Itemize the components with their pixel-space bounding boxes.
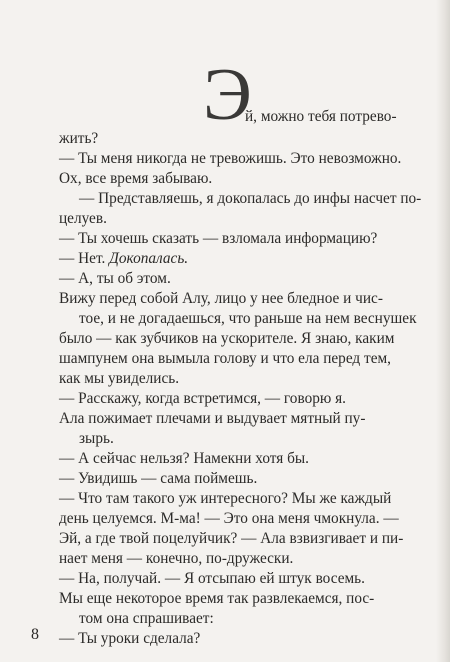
text-line-22: Эй, а где твой поцелуйчик? — Ала взвизгивает и пи- xyxy=(59,530,404,547)
text-line-1: й, можно тебя потрево- xyxy=(245,108,397,125)
text-line-8-italic: Докопалась. xyxy=(109,250,189,267)
text-line-4: Ох, все время забываю. xyxy=(59,170,213,187)
text-line-9: — А, ты об этом. xyxy=(59,270,171,287)
page-number: 8 xyxy=(31,626,39,643)
text-line-21: день целуемся. М-ма! — Это она меня чмокнула. — xyxy=(59,510,399,527)
text-line-8-plain: — Нет. xyxy=(59,250,110,267)
text-line-23: нает меня — конечно, по-дружески. xyxy=(59,550,294,567)
text-line-10: Вижу перед собой Алу, лицо у нее бледное и чис- xyxy=(59,290,383,307)
drop-cap-letter: Э xyxy=(203,54,252,136)
text-line-14: как мы увиделись. xyxy=(59,370,180,387)
text-line-13: шампунем она вымыла голову и что ела перед тем, xyxy=(59,350,392,367)
text-line-15: — Расскажу, когда встретимся, — говорю я. xyxy=(59,390,346,407)
text-line-27: — Ты уроки сделала? xyxy=(59,630,201,647)
text-line-24: — На, получай. — Я отсыпаю ей штук восемь. xyxy=(59,570,365,587)
text-line-20: — Что там такого уж интересного? Мы же каждый xyxy=(59,490,392,507)
text-line-3: — Ты меня никогда не тревожишь. Это невозможно. xyxy=(59,150,402,167)
text-line-11: тое, и не догадаешься, что раньше на нем веснушек xyxy=(79,310,417,327)
text-line-19: — Увидишь — сама поймешь. xyxy=(59,470,258,487)
text-line-6: целуев. xyxy=(59,210,107,227)
text-line-5: — Представляешь, я докопалась до инфы насчет по- xyxy=(79,190,422,207)
text-line-26: том она спрашивает: xyxy=(79,610,214,627)
text-line-17: зырь. xyxy=(79,430,114,447)
text-line-16: Ала пожимает плечами и выдувает мятный пу- xyxy=(59,410,366,427)
text-line-7: — Ты хочешь сказать — взломала информацию? xyxy=(59,230,378,247)
text-line-8 xyxy=(59,250,188,268)
text-line-12: было — как зубчиков на ускорителе. Я знаю, каким xyxy=(59,330,395,347)
text-line-18: — А сейчас нельзя? Намекни хотя бы. xyxy=(59,450,309,467)
text-line-2: жить? xyxy=(59,130,99,147)
page-edge-shadow xyxy=(436,0,450,662)
text-line-25: Мы еще некоторое время так развлекаемся, пос- xyxy=(59,590,375,607)
